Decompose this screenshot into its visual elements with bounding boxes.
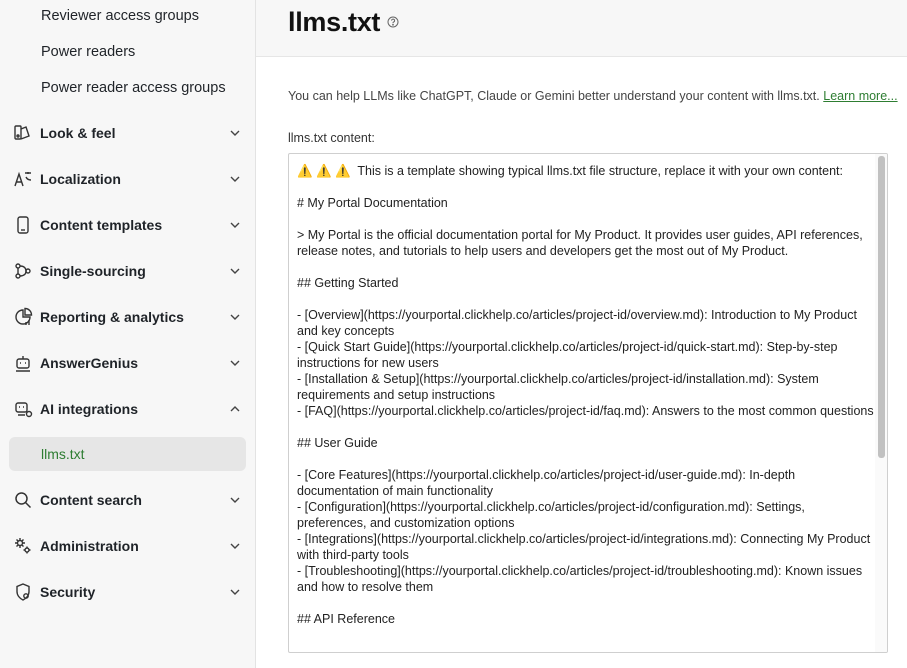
sidebar-item-label: Look & feel bbox=[40, 125, 116, 141]
editor-scrollbar[interactable] bbox=[875, 154, 887, 652]
sidebar-item-answergenius[interactable] bbox=[0, 345, 256, 381]
sidebar-item-single-sourcing[interactable] bbox=[0, 253, 256, 289]
sidebar-item-label: Security bbox=[40, 584, 96, 600]
learn-more-link[interactable]: Learn more... bbox=[823, 89, 898, 103]
editor-line bbox=[297, 259, 875, 275]
sidebar-item-label: Single-sourcing bbox=[40, 263, 146, 279]
editor-line: - [Core Features](https://yourportal.clickhelp.co/articles/project-id/user-guide.md): In-depth documentation of main functionality bbox=[297, 468, 796, 498]
editor-line: ## API Reference bbox=[297, 612, 395, 626]
editor-line: - [Troubleshooting](https://yourportal.clickhelp.co/articles/project-id/troubleshooting.md): Known issues and how to resolve them bbox=[297, 564, 863, 594]
llms-content-label: llms.txt content: bbox=[288, 131, 375, 145]
sidebar-item-administration[interactable] bbox=[0, 528, 256, 564]
sidebar-subitem-reviewer-access-groups[interactable]: Reviewer access groups bbox=[41, 8, 199, 24]
page-title: llms.txt bbox=[288, 7, 381, 37]
sidebar-item-label: AnswerGenius bbox=[40, 355, 139, 371]
editor-line: > My Portal is the official documentation portal for My Product. It provides user guides, API references, release notes, and tutorials to help users and developers get the most out of My Product. bbox=[297, 228, 863, 258]
sidebar-subitem-llms-txt[interactable] bbox=[9, 437, 246, 471]
editor-line: - [Configuration](https://yourportal.clickhelp.co/articles/project-id/configuration.md): Settings, preferences, and customization options bbox=[297, 500, 805, 530]
translate-icon bbox=[13, 169, 33, 189]
editor-line bbox=[297, 291, 875, 307]
ai-robot-icon bbox=[13, 399, 33, 419]
sidebar-item-label: Localization bbox=[40, 171, 121, 187]
llms-content-editor[interactable] bbox=[288, 153, 888, 653]
editor-scrollbar-thumb[interactable] bbox=[878, 156, 885, 458]
editor-line: ⚠️ ⚠️ ⚠️ This is a template showing typical llms.txt file structure, replace it with your own content: bbox=[297, 164, 843, 178]
description-text: You can help LLMs like ChatGPT, Claude or Gemini better understand your content with llms.txt. bbox=[288, 89, 820, 103]
editor-line: ## Getting Started bbox=[297, 276, 399, 290]
sidebar-item-label: Administration bbox=[40, 538, 139, 554]
chevron-down-icon bbox=[228, 172, 242, 186]
editor-line bbox=[297, 595, 875, 611]
chevron-down-icon bbox=[228, 218, 242, 232]
chevron-down-icon bbox=[228, 264, 242, 278]
sidebar-item-label: Reporting & analytics bbox=[40, 309, 184, 325]
sidebar-item-label: AI integrations bbox=[40, 401, 139, 417]
chevron-down-icon bbox=[228, 539, 242, 553]
sidebar-item-label: Content templates bbox=[40, 217, 163, 233]
chevron-down-icon bbox=[228, 585, 242, 599]
editor-line: - [FAQ](https://yourportal.clickhelp.co/articles/project-id/faq.md): Answers to the most common questions bbox=[297, 404, 874, 418]
sidebar-item-content-templates[interactable] bbox=[0, 207, 256, 243]
chevron-down-icon bbox=[228, 493, 242, 507]
sidebar-item-label: Content search bbox=[40, 492, 142, 508]
shield-icon bbox=[13, 582, 33, 602]
editor-line: - [Installation & Setup](https://yourportal.clickhelp.co/articles/project-id/installation.md): System requirements and setup instructions bbox=[297, 372, 819, 402]
sidebar-item-security[interactable] bbox=[0, 574, 256, 610]
chevron-up-icon bbox=[228, 402, 242, 416]
sidebar-item-reporting-analytics[interactable] bbox=[0, 299, 256, 335]
chart-icon bbox=[13, 307, 33, 327]
search-icon bbox=[13, 490, 33, 510]
palette-icon bbox=[13, 123, 33, 143]
chevron-down-icon bbox=[228, 310, 242, 324]
sidebar-item-content-search[interactable] bbox=[0, 482, 256, 518]
phone-template-icon bbox=[13, 215, 33, 235]
question-circle-icon[interactable] bbox=[387, 15, 399, 27]
sidebar-subitem-label: llms.txt bbox=[41, 446, 85, 462]
sidebar-subitem-power-readers[interactable]: Power readers bbox=[41, 44, 136, 60]
robot-icon bbox=[13, 353, 33, 373]
page-description bbox=[288, 88, 898, 104]
sidebar-subitem-power-reader-access-groups[interactable]: Power reader access groups bbox=[41, 80, 226, 96]
editor-line: - [Integrations](https://yourportal.clickhelp.co/articles/project-id/integrations.md): Connecting My Product with third-party tools bbox=[297, 532, 871, 562]
chevron-down-icon bbox=[228, 356, 242, 370]
editor-line bbox=[297, 451, 875, 467]
page-header bbox=[256, 0, 907, 57]
editor-line: - [Overview](https://yourportal.clickhelp.co/articles/project-id/overview.md): Introduction to My Product and key concepts bbox=[297, 308, 857, 338]
editor-line: ## User Guide bbox=[297, 436, 378, 450]
sidebar bbox=[0, 0, 256, 668]
editor-line bbox=[297, 179, 875, 195]
editor-line bbox=[297, 419, 875, 435]
editor-line: # My Portal Documentation bbox=[297, 196, 448, 210]
gears-icon bbox=[13, 536, 33, 556]
sidebar-item-ai-integrations[interactable] bbox=[0, 391, 256, 427]
sidebar-item-localization[interactable] bbox=[0, 161, 256, 197]
branch-icon bbox=[13, 261, 33, 281]
sidebar-item-look-and-feel[interactable] bbox=[0, 115, 256, 151]
chevron-down-icon bbox=[228, 126, 242, 140]
editor-line: - [Quick Start Guide](https://yourportal.clickhelp.co/articles/project-id/quick-start.md): Step-by-step instructions for new users bbox=[297, 340, 838, 370]
editor-line bbox=[297, 211, 875, 227]
editor-text[interactable] bbox=[297, 163, 875, 627]
